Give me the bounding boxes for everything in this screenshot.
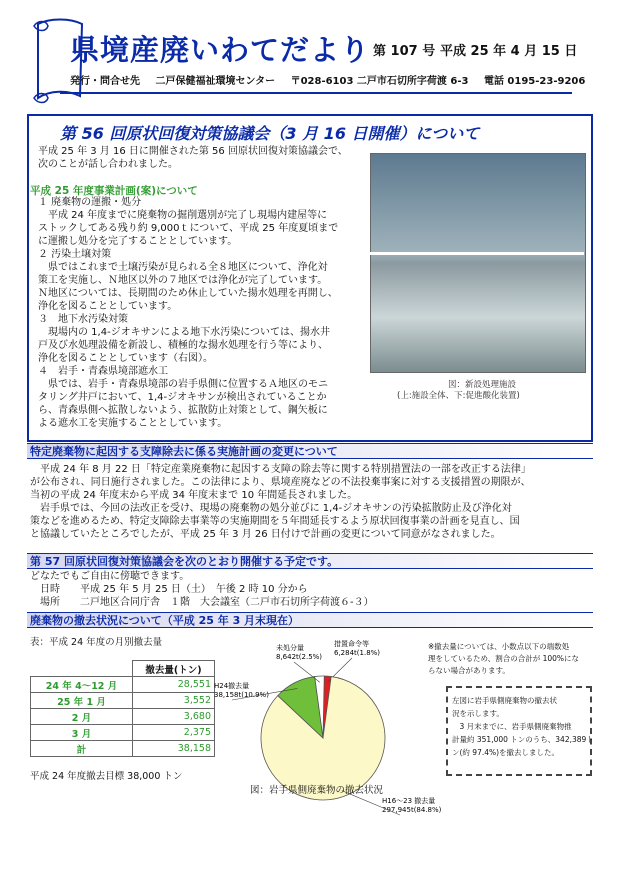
text-line: ら、青森県側へ拡散しないよう、拡散防止対策として、鋼矢板に (38, 405, 328, 416)
row-label: 計 (31, 741, 133, 757)
row-value: 28,551 (133, 677, 215, 693)
table-row (31, 693, 215, 709)
section2-title: 特定廃棄物に起因する支障除去に係る実施計画の変更について (27, 443, 593, 459)
text-line: 浄化を図ることとしています。 (38, 301, 178, 312)
table-row (31, 741, 215, 757)
publisher-phone: 電話 0195-23-9206 (483, 76, 586, 87)
text-line: 策工を実施し、Ｎ地区以外の７地区では浄化が完了しています。 (38, 275, 328, 286)
text-line: に運搬し処分を完了することとしています。 (38, 236, 238, 247)
table-header: 撤去量(トン) (133, 661, 215, 677)
text-line: よる遮水工を実施することとしています。 (38, 418, 228, 429)
text-line: 平成 25 年 3 月 16 日に開催された第 56 回原状回復対策協議会で、 (38, 146, 348, 157)
table-corner (31, 661, 133, 677)
text-line: 次のことが話し合われました。 (38, 159, 178, 170)
publisher-address: 〒028-6103 二戸市石切所字荷渡 6-3 (290, 76, 469, 87)
pie-slice-value: 8,642t(2.5%) (276, 653, 323, 661)
text-line: 況を示します。 (452, 709, 504, 718)
table-row (31, 677, 215, 693)
row-label: 25 年 1 月 (31, 693, 133, 709)
text-line: と協議していたところでしたが、平成 25 年 3 月 26 日付けで計画の変更について同意がなされました。 (30, 529, 501, 540)
text-line: 日時 平成 25 年 5 月 25 日（土） 午後 2 時 10 分から (30, 584, 308, 595)
rounding-note (428, 641, 579, 677)
pie-slice-value: 38,158t(10.9%) (214, 691, 269, 699)
section4-title: 廃棄物の撤去状況について（平成 25 年 3 月末現在） (27, 612, 593, 628)
text-line: タリング井戸において、1,4-ジオキサンが検出されていることか (38, 392, 327, 403)
disposal-pie-chart (212, 628, 442, 828)
row-label: 2 月 (31, 709, 133, 725)
section3-title: 第 57 回原状回復対策協議会を次のとおり開催する予定です。 (27, 553, 593, 569)
text-line: 岩手県では、今回の法改正を受け、現場の廃棄物の処分並びに 1,4-ジオキサンの汚染拡散防止及び浄化対 (30, 503, 512, 514)
text-line: 平成 24 年度までに廃棄物の掘削選別が完了し現場内建屋等に (38, 210, 328, 221)
text-line: らない場合があります。 (428, 666, 510, 675)
disposal-table (30, 660, 215, 757)
pie-slice-label: H16～23 撤去量 (382, 797, 436, 805)
pie-slice-label: 措置命令等 (334, 640, 369, 648)
text-line: どなたでもご自由に傍聴できます。 (30, 571, 190, 582)
row-value: 2,375 (133, 725, 215, 741)
text-line: 3 月末までに、岩手県側廃棄物推 (452, 722, 572, 731)
issue-number: 第 107 号 (373, 44, 436, 59)
section1-list (38, 196, 338, 430)
publisher-label: 発行・問合せ先 (70, 76, 140, 87)
publisher-line (70, 72, 597, 87)
issue-date: 平成 25 年 4 月 15 日 (440, 44, 578, 59)
row-value: 3,680 (133, 709, 215, 725)
pie-slice-value: 6,284t(1.8%) (334, 649, 381, 657)
annual-target: 平成 24 年度撤去目標 38,000 トン (30, 771, 183, 782)
section1-subhead: 平成 25 年度事業計画(案)について (30, 185, 198, 197)
text-line: ストックしてある残り約 9,000ｔについて、平成 25 年度夏頃まで (38, 223, 339, 234)
section1-intro (38, 145, 348, 171)
photo-divider (370, 252, 584, 255)
pie-caption: 図：岩手県側廃棄物の撤去状況 (250, 785, 384, 796)
row-label: 24 年 4～12 月 (31, 677, 133, 693)
header-divider (60, 92, 572, 94)
summary-text (452, 694, 594, 759)
text-line: ン(約 97.4%)を撤去しました。 (452, 748, 560, 757)
text-line: 場所 二戸地区合同庁舎 １階 大会議室（二戸市石切所字荷渡６-３） (30, 597, 374, 608)
pie-slice-value: 297,945t(84.8%) (382, 806, 442, 814)
row-value: 38,158 (133, 741, 215, 757)
photo-caption: 図：新設処理施設 (448, 380, 517, 390)
text-line: ４ 岩手・青森県境部遮水工 (38, 366, 168, 377)
text-line: 平成 24 年 8 月 22 日「特定産業廃棄物に起因する支障の除去等に関する特別措置法の一部を改正する法律」 (30, 464, 531, 475)
text-line: 策などを進めるため、特定支障除去事業等の実施期間を５年間延長するよう原状回復事業の計画を見直し、国 (30, 516, 520, 527)
text-line: 理をしているため、割合の合計が 100%にな (428, 654, 580, 663)
table-header-row (31, 661, 215, 677)
text-line: ３ 地下水汚染対策 (38, 314, 128, 325)
newsletter-title: 県境産廃いわてだより (70, 33, 371, 67)
table-row (31, 725, 215, 741)
text-line: 現場内の 1,4-ジオキサンによる地下水汚染については、揚水井 (38, 327, 330, 338)
pie-slice-label: H24撤去量 (214, 682, 250, 690)
row-label: 3 月 (31, 725, 133, 741)
pie-slice-label: 未処分量 (276, 644, 304, 652)
photo-caption-sub: (上:施設全体、下:促進酸化装置) (397, 391, 520, 401)
text-line: ２ 汚染土壌対策 (38, 249, 112, 260)
section2-body (30, 463, 531, 541)
text-line: 県では、岩手・青森県境部の岩手県側に位置するＡ地区のモニ (38, 379, 328, 390)
text-line: 左図に岩手県側廃棄物の撤去状 (452, 696, 557, 705)
text-line: 当初の平成 24 年度末から平成 34 年度末まで 10 年間延長されました。 (30, 490, 358, 501)
table-caption: 表：平成 24 年度の月別撤去量 (30, 637, 163, 648)
table-row (31, 709, 215, 725)
publisher-name: 二戸保健福祉環境センター (155, 76, 276, 87)
section3-body (30, 570, 374, 609)
section1-title: 第 56 回原状回復対策協議会（3 月 16 日開催）について (60, 124, 480, 143)
text-line: 計量約 351,000 トンのうち、342,389ト (452, 735, 594, 744)
text-line: が公布され、同日施行されました。この法律により、県境産廃などの不法投棄事案に対する支援措置の期限が、 (30, 477, 531, 488)
text-line: ※撤去量については、小数点以下の端数処 (428, 642, 570, 651)
text-line: 戸及び水処理設備を新設し、積極的な揚水処理を行う等により、 (38, 340, 328, 351)
row-value: 3,552 (133, 693, 215, 709)
text-line: １ 廃棄物の運搬・処分 (38, 197, 142, 208)
text-line: 浄化を図ることとしています（右図）。 (38, 353, 213, 364)
text-line: Ｎ地区については、長期間のため休止していた揚水処理を再開し、 (38, 288, 338, 299)
facility-photo (370, 153, 586, 373)
text-line: 県ではこれまで土壌汚染が見られる全８地区について、浄化対 (38, 262, 328, 273)
